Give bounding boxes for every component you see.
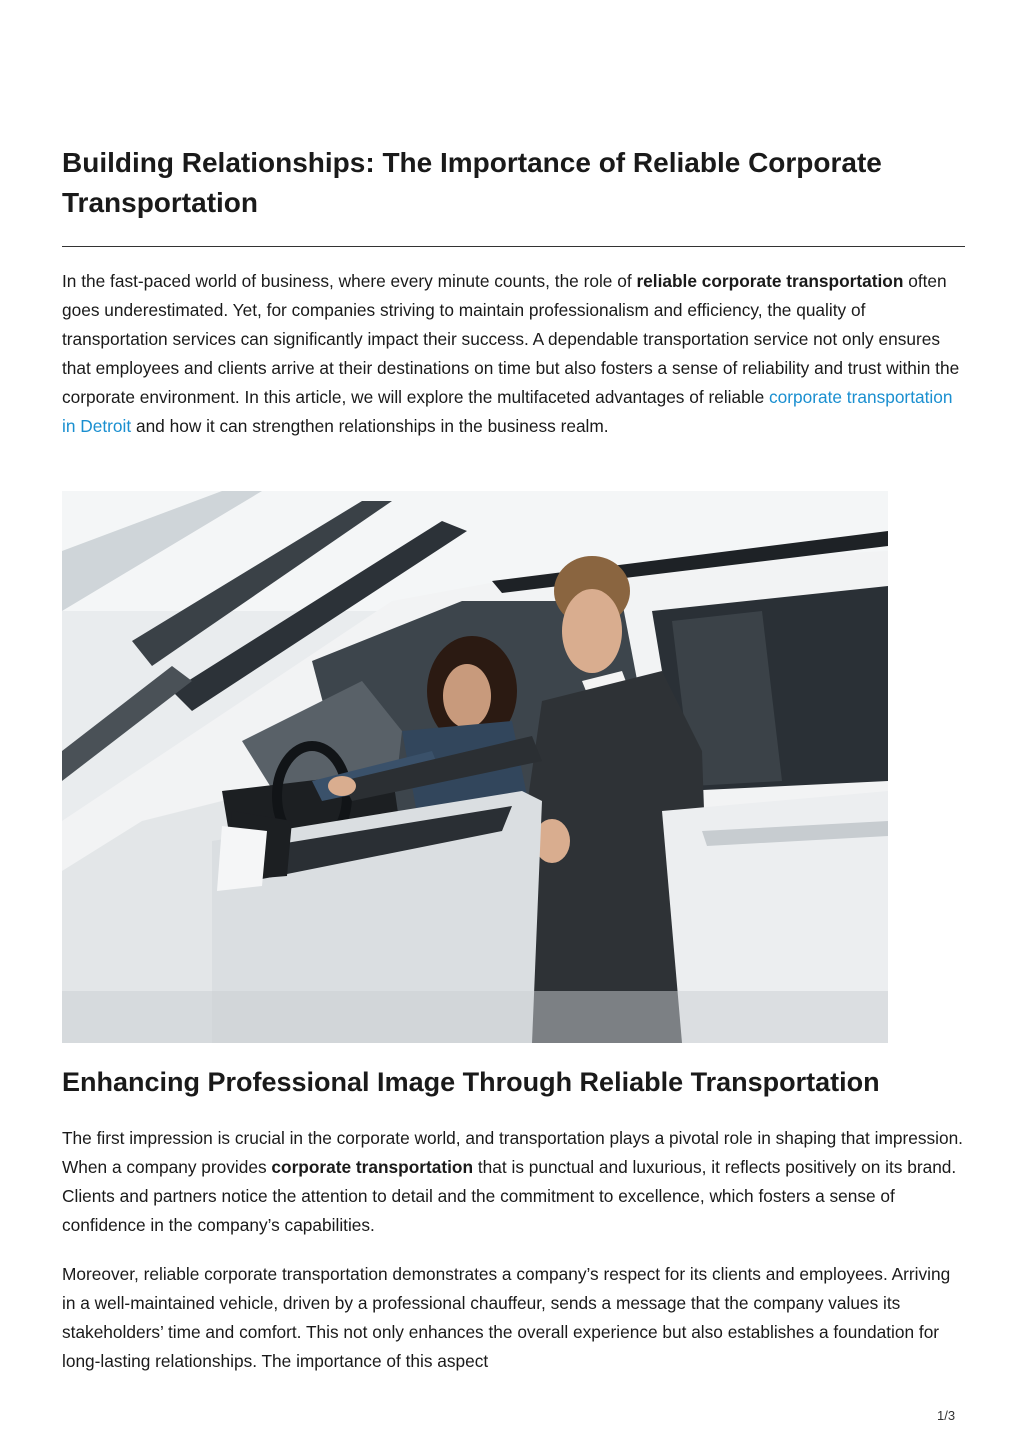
intro-text-3: and how it can strengthen relationships in the business realm. [131,416,609,436]
car-photo-illustration [62,491,888,1043]
section-p1-bold-text: corporate transportation [271,1157,474,1177]
section-p1-text-1: The first impression is crucial in the corporate world, and transportation plays a pivotal role in shaping that impression. When a company provides [62,1128,963,1177]
article-title: Building Relationships: The Importance of Reliable Corporate Transportation [62,147,882,218]
intro-text-1: In the fast-paced world of business, where every minute counts, the role of [62,271,637,291]
title-divider [62,246,965,247]
intro-text-2: often goes underestimated. Yet, for companies striving to maintain professionalism and efficiency, the quality of transportation services can significantly impact their success. A dependable transportation service not only ensures that employees and clients arrive at their destinations on time but also fosters a sense of reliability and trust within the corporate environment. In this article, we will explore the multifaceted advantages of reliable [62,271,960,407]
detroit-transportation-link[interactable]: corporate transportation in Detroit [62,387,953,436]
article-photo [62,491,888,1043]
intro-paragraph [62,267,965,441]
intro-bold-text: reliable corporate transportation [636,271,904,291]
section-paragraph-1 [62,1124,965,1240]
section-heading: Enhancing Professional Image Through Reliable Transportation [62,1067,880,1097]
page-number: 1/3 [937,1408,956,1423]
section-p1-text-2: that is punctual and luxurious, it reflects positively on its brand. Clients and partners notice the attention to detail and the commitment to excellence, which fosters a sense of confidence in the company’s capabilities. [62,1157,957,1235]
section-paragraph-2: Moreover, reliable corporate transportation demonstrates a company’s respect for its clients and employees. Arriving in a well-maintained vehicle, driven by a professional chauffeur, sends a message that the company values its stakeholders’ time and comfort. This not only enhances the overall experience but also establishes a foundation for long-lasting relationships. The importance of this aspect [62,1264,951,1371]
